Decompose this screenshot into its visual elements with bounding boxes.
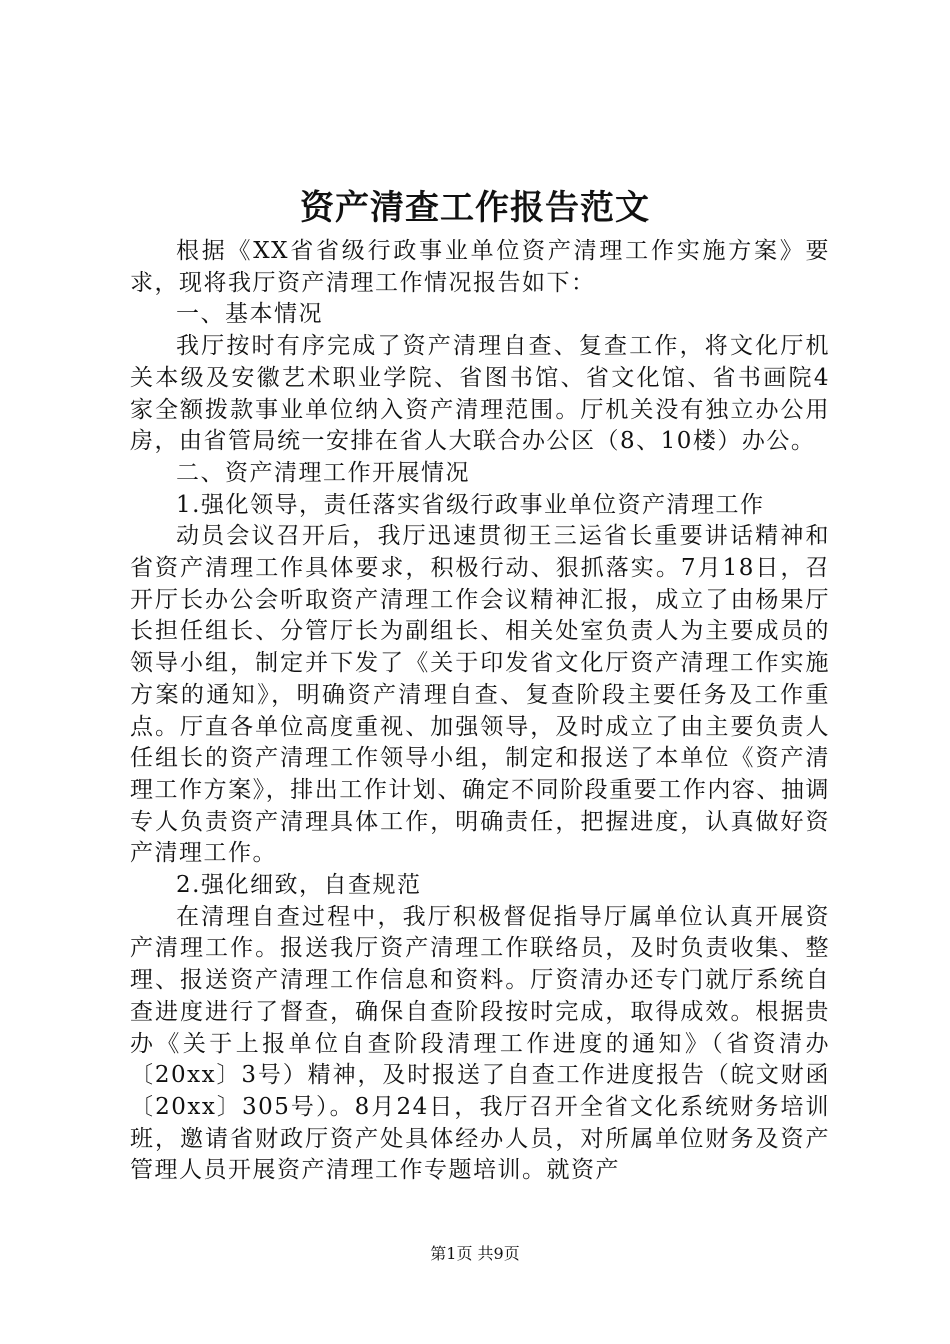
- paragraph-leadership: 动员会议召开后，我厅迅速贯彻王三运省长重要讲话精神和省资产清理工作具体要求，积极行动、狠抓落实。7月18日，召开厅长办公会听取资产清理工作会议精神汇报，成立了由杨果厅长担任组长、分管厅长为副组长、相关处室负责人为主要成员的领导小组，制定并下发了《关于印发省文化厅资产清理工作实施方案的通知》，明确资产清理自查、复查阶段主要任务及工作重点。厅直各单位高度重视、加强领导，及时成立了由主要负责人任组长的资产清理工作领导小组，制定和报送了本单位《资产清理工作方案》，排出工作计划、确定不同阶段重要工作内容、抽调专人负责资产清理具体工作，明确责任，把握进度，认真做好资产清理工作。: [130, 523, 830, 867]
- page-number: 第1页: [430, 1244, 473, 1263]
- subheading-self-check: 2.强化细致，自查规范: [176, 872, 422, 899]
- document-title: 资产清查工作报告范文: [300, 188, 650, 228]
- paragraph-self-check: 在清理自查过程中，我厅积极督促指导厅属单位认真开展资产清理工作。报送我厅资产清理工作联络员，及时负责收集、整理、报送资产清理工作信息和资料。厅资清办还专门就厅系统自查进度进行了督查，确保自查阶段按时完成，取得成效。根据贵办《关于上报单位自查阶段清理工作进度的通知》（省资清办〔20xx〕3号）精神，及时报送了自查工作进度报告（皖文财函〔20xx〕305号）。8月24日，我厅召开全省文化系统财务培训班，邀请省财政厅资产处具体经办人员，对所属单位财务及资产管理人员开展资产清理工作专题培训。就资产: [130, 903, 830, 1184]
- paragraph-basic: 我厅按时有序完成了资产清理自查、复查工作，将文化厅机关本级及安徽艺术职业学院、省图书馆、省文化馆、省书画院4家全额拨款事业单位纳入资产清理范围。厅机关没有独立办公用房，由省管局统一安排在省人大联合办公区（8、10楼）办公。: [130, 333, 830, 455]
- paragraph-intro: 根据《XX省省级行政事业单位资产清理工作实施方案》要求，现将我厅资产清理工作情况报告如下：: [130, 238, 830, 296]
- section-heading-progress: 二、资产清理工作开展情况: [176, 459, 470, 486]
- page-footer: [0, 1242, 950, 1266]
- subheading-leadership: 1.强化领导，责任落实省级行政事业单位资产清理工作: [176, 491, 765, 518]
- section-heading-basic: 一、基本情况: [176, 301, 323, 328]
- page-total: 共9页: [477, 1244, 520, 1263]
- document-body: [130, 236, 830, 1187]
